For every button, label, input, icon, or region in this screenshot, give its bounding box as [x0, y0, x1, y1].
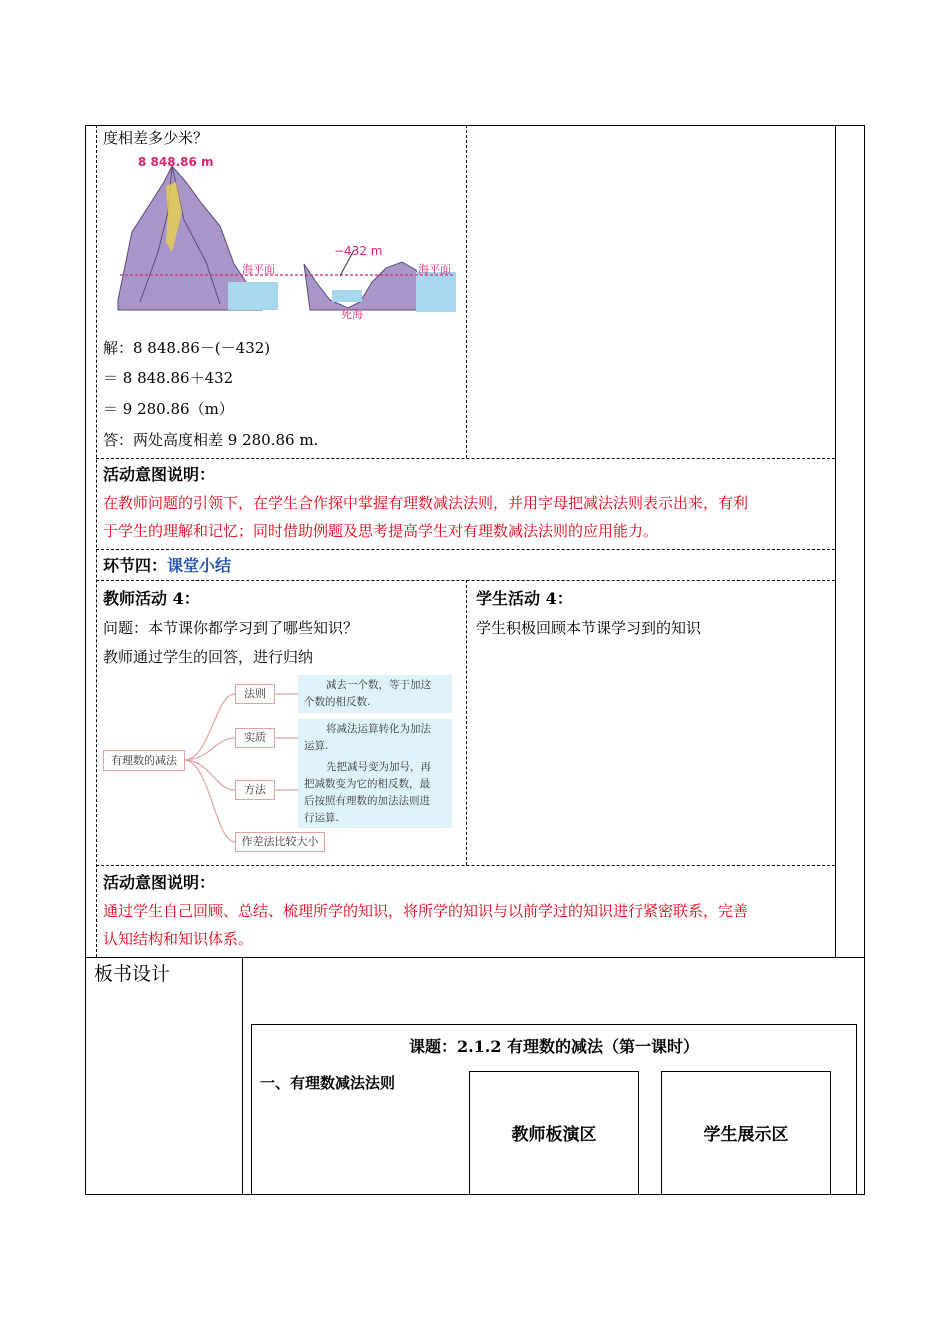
water-right: [416, 272, 456, 312]
teacher-area-label: 教师板演区: [511, 1125, 597, 1145]
sea-level-label-2: 海平面: [418, 263, 451, 276]
mindmap-rule-node: 法则: [235, 684, 275, 704]
intent-title-4: 活动意图说明：: [103, 873, 216, 892]
section4-label: 环节四：: [103, 556, 168, 575]
mindmap-essence-tip: 将减法运算转化为加法 运算.: [298, 719, 452, 757]
section4-heading: [103, 553, 231, 576]
problem-tail: 度相差多少米？: [103, 129, 209, 147]
deadsea-height-label: −432 m: [334, 244, 383, 258]
board-top-border: [85, 957, 865, 958]
everest-height-label: 8 848.86 m: [138, 155, 214, 169]
mindmap-method-tip: 先把减号变为加号，再 把减数变为它的相反数，最 后按照有理数的加法法则进 行运算.: [298, 757, 452, 828]
solution-line-1: 解：8 848.86－(－432): [103, 339, 271, 357]
table-top-border: [85, 125, 865, 126]
board-title: 课题：2.1.2 有理数的减法（第一课时）: [408, 1037, 700, 1056]
table-right-border: [864, 125, 865, 1194]
inner-left-border: [96, 125, 97, 957]
student-area-label: 学生展示区: [703, 1125, 789, 1145]
mindmap-rule-tip: 减去一个数，等于加这 个数的相反数.: [298, 675, 452, 713]
table-bottom-border: [85, 1194, 865, 1195]
intent-title-3: 活动意图说明：: [103, 465, 216, 484]
row-divider-1: [96, 458, 835, 459]
inner-right-border: [835, 125, 836, 957]
row-divider-4: [96, 865, 835, 866]
table-left-border: [85, 125, 86, 1194]
board-label-divider: [242, 957, 243, 1194]
intent-line-3b: 于学生的理解和记忆；同时借助例题及思考提高学生对有理数减法法则的应用能力。: [103, 522, 659, 540]
intent-line-4a: 通过学生自己回顾、总结、梳理所学的知识，将所学的知识与以前学过的知识进行紧密联系，完善: [103, 902, 749, 920]
board-label: 板书设计: [94, 963, 171, 985]
mindmap-root: 有理数的减法: [103, 750, 185, 771]
col-divider-top: [466, 125, 467, 458]
teacher-line-1: 问题：本节课你都学习到了哪些知识？: [103, 619, 359, 637]
solution-line-3: ＝ 9 280.86（m）: [103, 400, 234, 418]
section4-title: 课堂小结: [167, 556, 232, 575]
intent-line-4b: 认知结构和知识体系。: [103, 930, 254, 948]
mindmap-method-node: 方法: [235, 780, 275, 800]
deadsea-water: [332, 290, 362, 302]
answer-line: 答：两处高度相差 9 280.86 m.: [103, 431, 319, 449]
student-activity-title: 学生活动 4：: [476, 589, 573, 608]
mindmap-compare-node: 作差法比较大小: [235, 832, 325, 852]
mindmap-essence-node: 实质: [235, 728, 275, 748]
student-line: 学生积极回顾本节课学习到的知识: [476, 619, 702, 637]
intent-line-3a: 在教师问题的引领下，在学生合作探中掌握有理数减法法则，并用字母把减法法则表示出来，有利: [103, 494, 749, 512]
mountain-figure: [110, 152, 460, 324]
water-left: [228, 282, 278, 310]
sea-level-label-1: 海平面: [242, 263, 275, 276]
dead-sea-label: 死海: [341, 308, 363, 321]
deadsea-shape: [304, 262, 426, 310]
board-item-1: 一、有理数减法法则: [260, 1074, 396, 1092]
teacher-line-2: 教师通过学生的回答，进行归纳: [103, 648, 314, 666]
row-divider-2: [96, 549, 835, 550]
col-divider-mid: [466, 580, 467, 865]
solution-line-2: ＝ 8 848.86＋432: [103, 369, 234, 387]
teacher-activity-title: 教师活动 4：: [103, 589, 200, 608]
